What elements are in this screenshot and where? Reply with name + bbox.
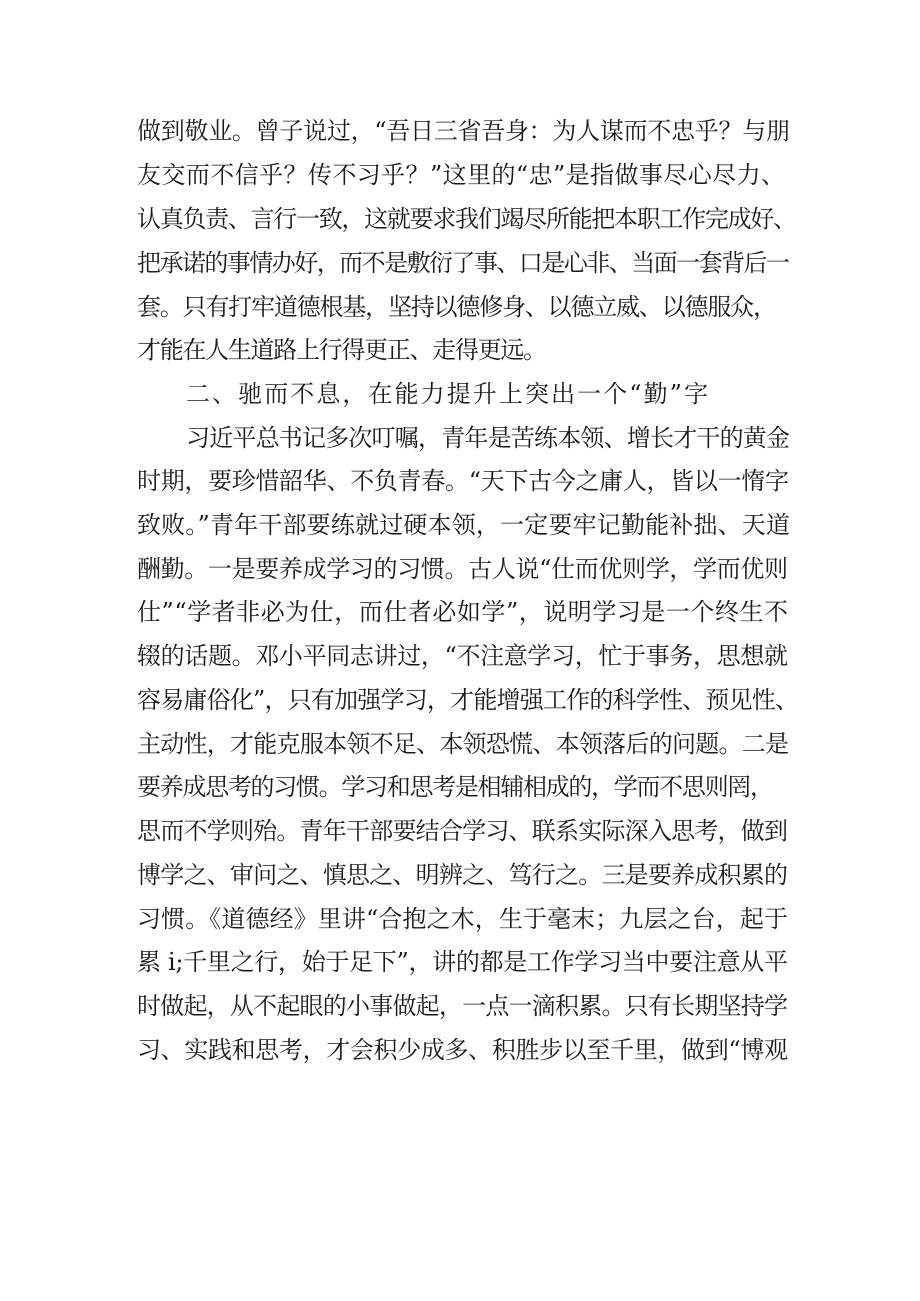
paragraph-line: 致败。”青年干部要练就过硬本领，一定要牢记勤能补拙、天道 <box>137 511 791 539</box>
paragraph-line: 要养成思考的习惯。学习和思考是相辅相成的，学而不思则罔， <box>137 773 773 801</box>
paragraph-line: 思而不学则殆。青年干部要结合学习、联系实际深入思考，做到 <box>137 817 788 845</box>
paragraph-line: 容易庸俗化”，只有加强学习，才能增强工作的科学性、预见性、 <box>137 686 799 714</box>
paragraph-line: 认真负责、言行一致，这就要求我们竭尽所能把本职工作完成好、 <box>137 205 796 233</box>
section-heading: 二、驰而不息，在能力提升上突出一个“勤”字 <box>186 380 711 408</box>
paragraph-line: 把承诺的事情办好，而不是敷衍了事、口是心非、当面一套背后一 <box>137 249 789 277</box>
paragraph-line: 酬勤。一是要养成学习的习惯。古人说“仕而优则学，学而优则 <box>137 555 788 583</box>
paragraph-line: 才能在人生道路上行得更正、走得更远。 <box>137 336 546 364</box>
paragraph-line: 习近平总书记多次叮嘱，青年是苦练本领、增长才干的黄金 <box>186 424 790 452</box>
paragraph-line: 累 i;千里之行，始于足下”，讲的都是工作学习当中要注意从平 <box>137 948 788 976</box>
paragraph-line: 主动性，才能克服本领不足、本领恐慌、本领落后的问题。二是 <box>137 730 789 758</box>
paragraph-line: 做到敬业。曾子说过，“吾日三省吾身：为人谋而不忠乎？与朋 <box>137 117 790 145</box>
paragraph-line: 习惯。《道德经》里讲“合抱之木，生于毫末；九层之台，起于 <box>137 905 789 933</box>
paragraph-line: 友交而不信乎？传不习乎？”这里的“忠”是指做事尽心尽力、 <box>137 161 786 189</box>
paragraph-line: 套。只有打牢道德根基，坚持以德修身、以德立威、以德服众， <box>137 293 776 321</box>
paragraph-line: 时期，要珍惜韶华、不负青春。“天下古今之庸人，皆以一惰字 <box>137 467 789 495</box>
paragraph-line: 时做起，从不起眼的小事做起，一点一滴积累。只有长期坚持学 <box>137 992 788 1020</box>
paragraph-line: 仕”“学者非必为仕，而仕者必如学”，说明学习是一个终生不 <box>137 598 789 626</box>
paragraph-line: 习、实践和思考，才会积少成多、积胜步以至千里，做到“博观 <box>137 1036 788 1064</box>
paragraph-line: 博学之、审问之、慎思之、明辨之、笃行之。三是要养成积累的 <box>137 861 788 889</box>
paragraph-line: 辍的话题。邓小平同志讲过，“不注意学习，忙于事务，思想就 <box>137 642 788 670</box>
